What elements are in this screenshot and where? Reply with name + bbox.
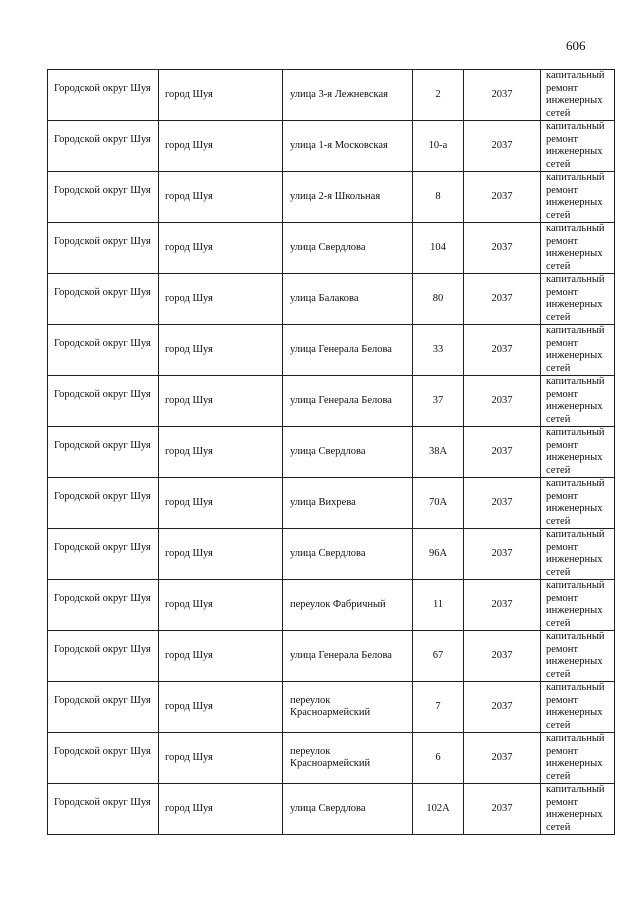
year-cell: 2037 [464,325,541,376]
table-row [48,223,615,274]
house-number-cell: 2 [413,70,464,121]
year-cell: 2037 [464,427,541,478]
city-cell: город Шуя [159,70,283,121]
district-cell: Городской округ Шуя [48,376,159,427]
house-number-cell: 6 [413,733,464,784]
table-row [48,529,615,580]
year-cell: 2037 [464,580,541,631]
year-cell: 2037 [464,121,541,172]
city-cell: город Шуя [159,274,283,325]
street-cell: улица 3-я Лежневская [283,70,413,121]
city-cell: город Шуя [159,580,283,631]
district-cell: Городской округ Шуя [48,580,159,631]
district-cell: Городской округ Шуя [48,121,159,172]
year-cell: 2037 [464,70,541,121]
table-row [48,478,615,529]
street-cell: улица 2-я Школьная [283,172,413,223]
year-cell: 2037 [464,172,541,223]
year-cell: 2037 [464,274,541,325]
district-cell: Городской округ Шуя [48,223,159,274]
table-row [48,376,615,427]
street-cell: улица Генерала Белова [283,631,413,682]
table-row [48,121,615,172]
year-cell: 2037 [464,223,541,274]
table-row [48,172,615,223]
city-cell: город Шуя [159,631,283,682]
city-cell: город Шуя [159,172,283,223]
year-cell: 2037 [464,682,541,733]
street-cell: переулок Красноармейский [283,682,413,733]
city-cell: город Шуя [159,427,283,478]
house-number-cell: 70А [413,478,464,529]
house-number-cell: 102А [413,784,464,835]
house-number-cell: 8 [413,172,464,223]
city-cell: город Шуя [159,784,283,835]
table-row [48,70,615,121]
street-cell: улица Свердлова [283,784,413,835]
work-type-cell: капитальный ремонт инженерных сетей [541,325,615,376]
table-row [48,580,615,631]
district-cell: Городской округ Шуя [48,325,159,376]
table-row [48,274,615,325]
street-cell: улица Свердлова [283,529,413,580]
work-type-cell: капитальный ремонт инженерных сетей [541,376,615,427]
table-row [48,631,615,682]
year-cell: 2037 [464,478,541,529]
street-cell: улица Свердлова [283,427,413,478]
table-row [48,325,615,376]
work-type-cell: капитальный ремонт инженерных сетей [541,121,615,172]
table-row [48,682,615,733]
house-number-cell: 96А [413,529,464,580]
house-number-cell: 10-а [413,121,464,172]
city-cell: город Шуя [159,325,283,376]
street-cell: переулок Фабричный [283,580,413,631]
year-cell: 2037 [464,631,541,682]
city-cell: город Шуя [159,529,283,580]
district-cell: Городской округ Шуя [48,529,159,580]
year-cell: 2037 [464,529,541,580]
work-type-cell: капитальный ремонт инженерных сетей [541,223,615,274]
city-cell: город Шуя [159,478,283,529]
work-type-cell: капитальный ремонт инженерных сетей [541,631,615,682]
work-type-cell: капитальный ремонт инженерных сетей [541,784,615,835]
work-type-cell: капитальный ремонт инженерных сетей [541,478,615,529]
housing-register-table [47,69,615,835]
city-cell: город Шуя [159,223,283,274]
work-type-cell: капитальный ремонт инженерных сетей [541,529,615,580]
year-cell: 2037 [464,784,541,835]
work-type-cell: капитальный ремонт инженерных сетей [541,580,615,631]
work-type-cell: капитальный ремонт инженерных сетей [541,274,615,325]
year-cell: 2037 [464,376,541,427]
table-row [48,733,615,784]
work-type-cell: капитальный ремонт инженерных сетей [541,172,615,223]
street-cell: улица Балакова [283,274,413,325]
table-body [48,70,615,835]
city-cell: город Шуя [159,376,283,427]
house-number-cell: 37 [413,376,464,427]
work-type-cell: капитальный ремонт инженерных сетей [541,682,615,733]
district-cell: Городской округ Шуя [48,682,159,733]
district-cell: Городской округ Шуя [48,478,159,529]
city-cell: город Шуя [159,733,283,784]
house-number-cell: 80 [413,274,464,325]
district-cell: Городской округ Шуя [48,733,159,784]
house-number-cell: 33 [413,325,464,376]
work-type-cell: капитальный ремонт инженерных сетей [541,70,615,121]
street-cell: улица 1-я Московская [283,121,413,172]
street-cell: улица Генерала Белова [283,325,413,376]
street-cell: улица Свердлова [283,223,413,274]
house-number-cell: 7 [413,682,464,733]
year-cell: 2037 [464,733,541,784]
city-cell: город Шуя [159,121,283,172]
work-type-cell: капитальный ремонт инженерных сетей [541,733,615,784]
street-cell: переулок Красноармейский [283,733,413,784]
district-cell: Городской округ Шуя [48,274,159,325]
house-number-cell: 38А [413,427,464,478]
district-cell: Городской округ Шуя [48,784,159,835]
street-cell: улица Вихрева [283,478,413,529]
page-number: 606 [566,38,586,53]
district-cell: Городской округ Шуя [48,172,159,223]
table-row [48,427,615,478]
city-cell: город Шуя [159,682,283,733]
work-type-cell: капитальный ремонт инженерных сетей [541,427,615,478]
street-cell: улица Генерала Белова [283,376,413,427]
house-number-cell: 104 [413,223,464,274]
table-row [48,784,615,835]
district-cell: Городской округ Шуя [48,631,159,682]
district-cell: Городской округ Шуя [48,427,159,478]
house-number-cell: 67 [413,631,464,682]
house-number-cell: 11 [413,580,464,631]
district-cell: Городской округ Шуя [48,70,159,121]
